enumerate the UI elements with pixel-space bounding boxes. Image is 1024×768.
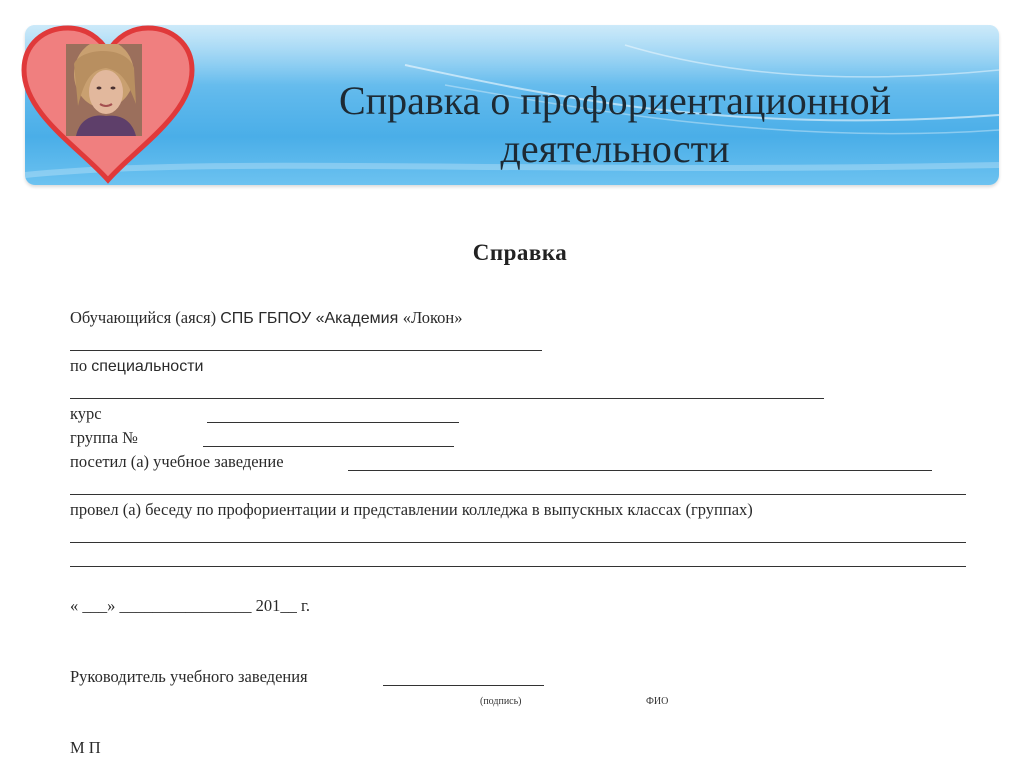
institution-name: СПБ ГБПОУ «Академия bbox=[220, 310, 403, 327]
specialty-prefix: по bbox=[70, 356, 92, 375]
blank-institution-cont[interactable] bbox=[70, 494, 966, 495]
visited-label: посетил (а) учебное заведение bbox=[70, 452, 284, 471]
blank-signature[interactable] bbox=[383, 685, 544, 686]
photo-portrait bbox=[66, 44, 142, 136]
blank-institution[interactable] bbox=[348, 470, 932, 471]
student-prefix: Обучающийся (аяся) bbox=[70, 308, 221, 327]
blank-course[interactable] bbox=[207, 422, 459, 423]
stamp-label: М П bbox=[70, 738, 101, 757]
student-photo bbox=[66, 44, 142, 136]
conversation-text: провел (а) беседу по профориентации и представлении колледжа в выпускных классах (группах) bbox=[70, 500, 753, 519]
signature-caption: (подпись) bbox=[480, 696, 522, 707]
course-label: курс bbox=[70, 404, 102, 423]
blank-classes-2[interactable] bbox=[70, 566, 966, 567]
institution-name-end: «Локон» bbox=[402, 308, 463, 327]
blank-group[interactable] bbox=[203, 446, 454, 447]
document-heading: Справка bbox=[472, 240, 568, 265]
head-label: Руководитель учебного заведения bbox=[70, 667, 308, 686]
group-label: группа № bbox=[70, 428, 138, 447]
blank-classes-1[interactable] bbox=[70, 542, 966, 543]
date-line[interactable]: « ___» ________________ 201__ г. bbox=[70, 596, 311, 615]
blank-specialty[interactable] bbox=[70, 398, 824, 399]
fio-caption: ФИО bbox=[646, 696, 669, 707]
slide-title: Справка о профориентационной деятельности bbox=[339, 78, 891, 171]
student-line bbox=[70, 308, 463, 328]
specialty-line bbox=[70, 356, 203, 376]
blank-student-name[interactable] bbox=[70, 350, 542, 351]
specialty-label: специальности bbox=[91, 358, 204, 375]
